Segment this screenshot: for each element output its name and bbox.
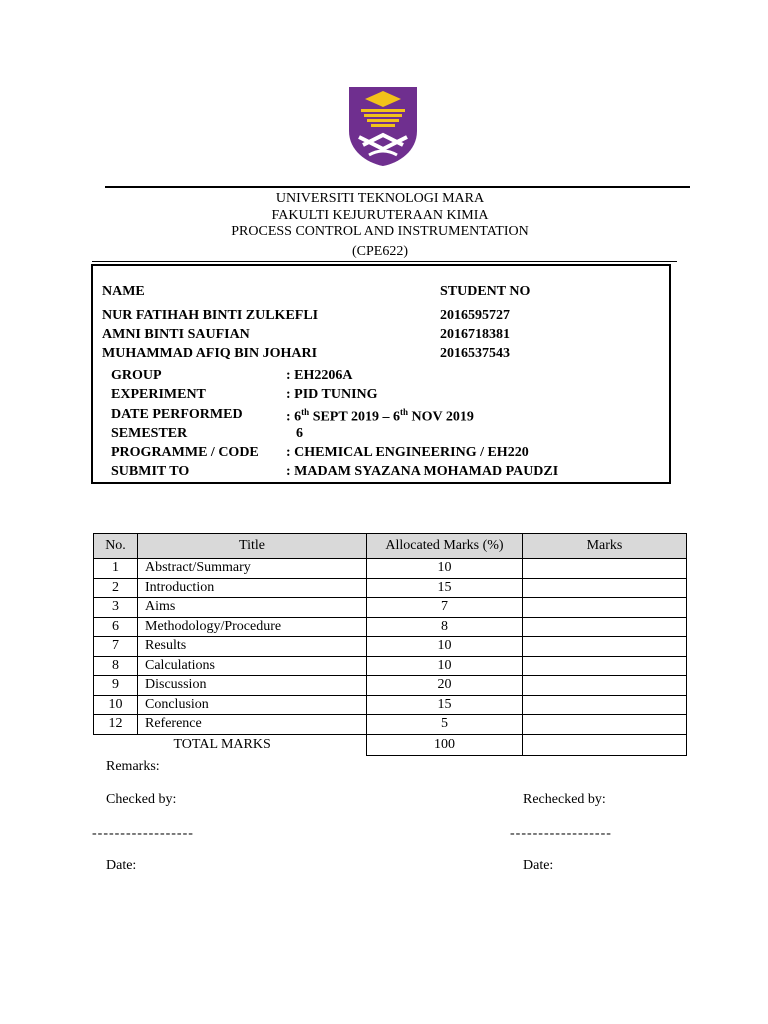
row-no: 1	[94, 559, 138, 579]
row-allocated: 15	[367, 695, 523, 715]
row-marks-cell[interactable]	[523, 715, 687, 735]
table-header-row	[94, 534, 687, 559]
remarks-label: Remarks:	[106, 759, 160, 774]
uitm-crest-icon	[347, 85, 419, 167]
row-title: Methodology/Procedure	[138, 617, 367, 637]
row-no: 7	[94, 637, 138, 657]
semester-value: 6	[296, 426, 303, 441]
student-id: 2016718381	[440, 327, 510, 342]
col-marks-header: Marks	[523, 534, 687, 559]
faculty-name: FAKULTI KEJURUTERAAN KIMIA	[271, 208, 489, 223]
course-name: PROCESS CONTROL AND INSTRUMENTATION	[231, 224, 529, 239]
row-no: 9	[94, 676, 138, 696]
experiment-label: EXPERIMENT	[111, 387, 206, 402]
row-no: 8	[94, 656, 138, 676]
student-name: MUHAMMAD AFIQ BIN JOHARI	[102, 346, 318, 361]
row-title: Discussion	[138, 676, 367, 696]
university-name: UNIVERSITI TEKNOLOGI MARA	[275, 191, 485, 206]
student-name: NUR FATIHAH BINTI ZULKEFLI	[102, 308, 319, 323]
row-marks-cell[interactable]	[523, 637, 687, 657]
row-marks-cell[interactable]	[523, 617, 687, 637]
table-row	[94, 578, 687, 598]
heading-rule	[92, 261, 677, 262]
semester-label: SEMESTER	[111, 426, 188, 441]
date-label-right: Date:	[523, 858, 554, 873]
checked-by-label: Checked by:	[106, 792, 177, 807]
table-row	[94, 656, 687, 676]
programme-value: : CHEMICAL ENGINEERING / EH220	[286, 445, 529, 460]
group-value: : EH2206A	[286, 368, 353, 383]
row-title: Aims	[138, 598, 367, 618]
row-title: Results	[138, 637, 367, 657]
row-no: 2	[94, 578, 138, 598]
checked-signature-line: ------------------	[92, 826, 194, 841]
student-id: 2016537543	[440, 346, 510, 361]
row-allocated: 10	[367, 637, 523, 657]
name-header: NAME	[102, 284, 145, 299]
student-no-header: STUDENT NO	[440, 284, 531, 299]
row-allocated: 15	[367, 578, 523, 598]
row-title: Reference	[138, 715, 367, 735]
row-marks-cell[interactable]	[523, 695, 687, 715]
student-name: AMNI BINTI SAUFIAN	[102, 327, 250, 342]
total-marks-label: TOTAL MARKS	[173, 737, 271, 752]
rechecked-signature-line: ------------------	[510, 826, 612, 841]
row-title: Conclusion	[138, 695, 367, 715]
row-no: 10	[94, 695, 138, 715]
date-performed-label: DATE PERFORMED	[111, 407, 243, 422]
submit-to-value: : MADAM SYAZANA MOHAMAD PAUDZI	[286, 464, 559, 479]
table-row	[94, 637, 687, 657]
row-allocated: 8	[367, 617, 523, 637]
table-row	[94, 559, 687, 579]
total-marks-cell[interactable]	[523, 734, 687, 756]
row-no: 3	[94, 598, 138, 618]
table-row	[94, 676, 687, 696]
table-row	[94, 715, 687, 735]
submit-to-label: SUBMIT TO	[111, 464, 190, 479]
total-marks-value: 100	[367, 734, 523, 756]
student-id: 2016595727	[440, 308, 510, 323]
programme-label: PROGRAMME / CODE	[111, 445, 259, 460]
row-marks-cell[interactable]	[523, 578, 687, 598]
row-marks-cell[interactable]	[523, 676, 687, 696]
col-allocated-header: Allocated Marks (%)	[367, 534, 523, 559]
row-marks-cell[interactable]	[523, 656, 687, 676]
date-label-left: Date:	[106, 858, 137, 873]
row-no: 12	[94, 715, 138, 735]
rechecked-by-label: Rechecked by:	[523, 792, 606, 807]
total-row	[94, 734, 687, 756]
col-title-header: Title	[138, 534, 367, 559]
course-code: (CPE622)	[352, 244, 408, 259]
row-no: 6	[94, 617, 138, 637]
experiment-value: : PID TUNING	[286, 387, 378, 402]
row-allocated: 20	[367, 676, 523, 696]
row-allocated: 10	[367, 559, 523, 579]
marks-table	[93, 533, 687, 756]
row-title: Abstract/Summary	[138, 559, 367, 579]
row-allocated: 7	[367, 598, 523, 618]
row-marks-cell[interactable]	[523, 598, 687, 618]
row-allocated: 5	[367, 715, 523, 735]
top-rule	[105, 186, 690, 188]
row-allocated: 10	[367, 656, 523, 676]
table-row	[94, 617, 687, 637]
date-performed-value: : 6th SEPT 2019 – 6th NOV 2019	[286, 407, 474, 425]
group-label: GROUP	[111, 368, 162, 383]
row-marks-cell[interactable]	[523, 559, 687, 579]
table-row	[94, 598, 687, 618]
table-row	[94, 695, 687, 715]
row-title: Calculations	[138, 656, 367, 676]
row-title: Introduction	[138, 578, 367, 598]
col-no-header: No.	[94, 534, 138, 559]
